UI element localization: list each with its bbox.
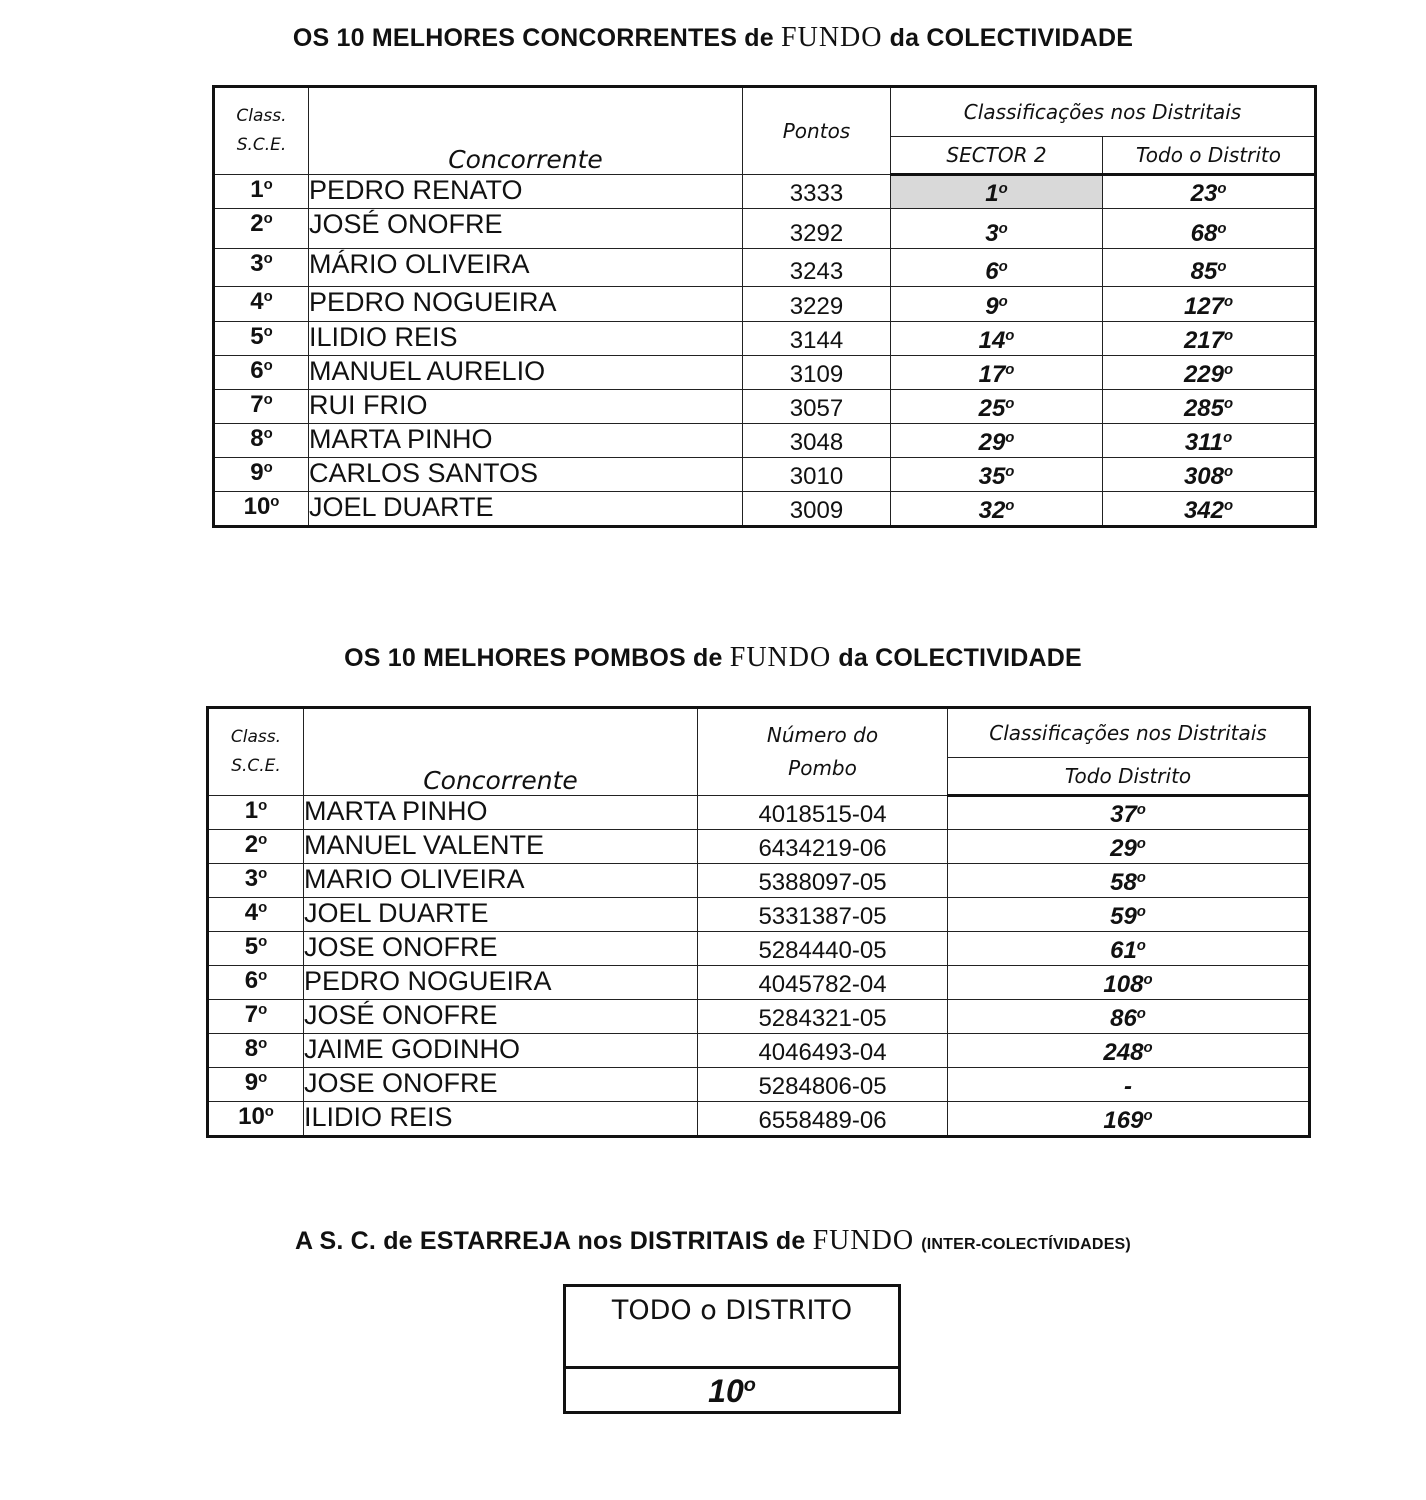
table-row [208,830,1310,864]
todo-distrito-cell: 217$^o$ [1103,322,1316,356]
todo-distrito-cell: 68$^o$ [1103,209,1316,249]
sector-cell: 17$^o$ [891,356,1103,390]
summary-label: TODO o DISTRITO [566,1287,898,1369]
table-row [208,864,1310,898]
name-cell: PEDRO RENATO [309,175,743,209]
numero-pombo-cell: 5388097-05 [698,864,948,898]
table-row [214,356,1316,390]
name-cell: ILIDIO REIS [309,322,743,356]
rank-cell: 10$^o$ [214,492,309,527]
table-row [208,1000,1310,1034]
numero-pombo-cell: 5284440-05 [698,932,948,966]
name-cell: RUI FRIO [309,390,743,424]
todo-distrito-cell: 342$^o$ [1103,492,1316,527]
title-fundo: FUNDO [812,1225,915,1256]
todo-distrito-cell: 285$^o$ [1103,390,1316,424]
pontos-cell: 3229 [743,287,891,322]
sector-cell: 1$^o$ [891,175,1103,209]
summary-value: 10$^o$ [708,1373,756,1409]
rank-cell: 1$^o$ [208,796,304,830]
pontos-cell: 3243 [743,249,891,287]
table-row [208,898,1310,932]
rank-cell: 7$^o$ [208,1000,304,1034]
table-row [214,492,1316,527]
name-cell: MÁRIO OLIVEIRA [309,249,743,287]
header-todo-distrito: Todo Distrito [948,758,1310,796]
name-cell: CARLOS SANTOS [309,458,743,492]
name-cell: MANUEL VALENTE [304,830,698,864]
rank-cell: 3$^o$ [208,864,304,898]
pontos-cell: 3010 [743,458,891,492]
title-text: A S. C. de ESTARREJA nos DISTRITAIS de [295,1227,813,1255]
name-cell: JOSÉ ONOFRE [304,1000,698,1034]
table-row [214,458,1316,492]
title-pombos [0,642,1426,674]
todo-distrito-cell: - [948,1068,1310,1102]
concorrentes-table [212,85,1317,528]
name-cell: JOEL DUARTE [309,492,743,527]
name-cell: MARTA PINHO [309,424,743,458]
table-row [214,390,1316,424]
title-text-end: da COLECTIVIDADE [831,644,1082,672]
sector-cell: 3$^o$ [891,209,1103,249]
header-pontos: Pontos [743,87,891,175]
title-fundo: FUNDO [729,642,832,673]
sector-cell: 25$^o$ [891,390,1103,424]
pontos-cell: 3009 [743,492,891,527]
name-cell: MARIO OLIVEIRA [304,864,698,898]
numero-pombo-cell: 5284321-05 [698,1000,948,1034]
title-text: OS 10 MELHORES POMBOS de [344,644,730,672]
rank-cell: 3$^o$ [214,249,309,287]
table-row [208,796,1310,830]
todo-distrito-cell: 58$^o$ [948,864,1310,898]
table-row [214,209,1316,249]
numero-pombo-cell: 4046493-04 [698,1034,948,1068]
numero-pombo-cell: 6434219-06 [698,830,948,864]
rank-cell: 7$^o$ [214,390,309,424]
header-numero-pombo: Número do Pombo [698,708,948,796]
todo-distrito-cell: 248$^o$ [948,1034,1310,1068]
numero-pombo-cell: 4018515-04 [698,796,948,830]
name-cell: JOSE ONOFRE [304,932,698,966]
pontos-cell: 3333 [743,175,891,209]
name-cell: MARTA PINHO [304,796,698,830]
header-concorrente: Concorrente [304,708,698,796]
title-small: (INTER-COLECTÍVIDADES) [921,1236,1131,1253]
todo-distrito-cell: 108$^o$ [948,966,1310,1000]
name-cell: PEDRO NOGUEIRA [309,287,743,322]
pontos-cell: 3048 [743,424,891,458]
todo-distrito-cell: 229$^o$ [1103,356,1316,390]
todo-distrito-cell: 311$^o$ [1103,424,1316,458]
todo-distrito-cell: 37$^o$ [948,796,1310,830]
rank-cell: 1$^o$ [214,175,309,209]
rank-cell: 8$^o$ [208,1034,304,1068]
table-row [214,424,1316,458]
table-row [214,287,1316,322]
numero-pombo-cell: 6558489-06 [698,1102,948,1137]
title-estarreja [0,1225,1426,1257]
rank-cell: 4$^o$ [208,898,304,932]
pombos-table [206,706,1311,1138]
numero-pombo-cell: 5284806-05 [698,1068,948,1102]
todo-distrito-cell: 308$^o$ [1103,458,1316,492]
numero-pombo-cell: 5331387-05 [698,898,948,932]
todo-distrito-cell: 86$^o$ [948,1000,1310,1034]
pontos-cell: 3292 [743,209,891,249]
table-row [208,1068,1310,1102]
rank-cell: 2$^o$ [214,209,309,249]
rank-cell: 8$^o$ [214,424,309,458]
header-class: Class. S.C.E. [208,708,304,796]
todo-distrito-cell: 29$^o$ [948,830,1310,864]
rank-cell: 9$^o$ [208,1068,304,1102]
todo-distrito-cell: 59$^o$ [948,898,1310,932]
todo-distrito-cell: 61$^o$ [948,932,1310,966]
name-cell: JOEL DUARTE [304,898,698,932]
pontos-cell: 3057 [743,390,891,424]
header-todo-distrito: Todo o Distrito [1103,137,1316,175]
todo-distrito-cell: 85$^o$ [1103,249,1316,287]
name-cell: JOSE ONOFRE [304,1068,698,1102]
name-cell: JOSÉ ONOFRE [309,209,743,249]
numero-pombo-cell: 4045782-04 [698,966,948,1000]
rank-cell: 4$^o$ [214,287,309,322]
table-row [208,932,1310,966]
name-cell: PEDRO NOGUEIRA [304,966,698,1000]
rank-cell: 9$^o$ [214,458,309,492]
sector-cell: 29$^o$ [891,424,1103,458]
table-row [208,1034,1310,1068]
summary-box [563,1284,901,1414]
name-cell: JAIME GODINHO [304,1034,698,1068]
table-row [214,175,1316,209]
todo-distrito-cell: 23$^o$ [1103,175,1316,209]
todo-distrito-cell: 127$^o$ [1103,287,1316,322]
rank-cell: 2$^o$ [208,830,304,864]
header-classificacoes: Classificações nos Distritais [948,708,1310,758]
header-sector: SECTOR 2 [891,137,1103,175]
pontos-cell: 3144 [743,322,891,356]
rank-cell: 5$^o$ [208,932,304,966]
header-classificacoes: Classificações nos Distritais [891,87,1316,137]
sector-cell: 14$^o$ [891,322,1103,356]
rank-cell: 5$^o$ [214,322,309,356]
sector-cell: 32$^o$ [891,492,1103,527]
name-cell: ILIDIO REIS [304,1102,698,1137]
title-text: OS 10 MELHORES CONCORRENTES de [292,24,782,52]
title-concorrentes [0,22,1426,54]
header-class: Class. S.C.E. [214,87,309,175]
title-fundo: FUNDO [781,22,883,53]
name-cell: MANUEL AURELIO [309,356,743,390]
table-row [208,1102,1310,1137]
todo-distrito-cell: 169$^o$ [948,1102,1310,1137]
table-row [214,249,1316,287]
title-text-end: da COLECTIVIDADE [882,24,1134,52]
sector-cell: 35$^o$ [891,458,1103,492]
sector-cell: 9$^o$ [891,287,1103,322]
table-row [208,966,1310,1000]
header-concorrente: Concorrente [309,87,743,175]
rank-cell: 10$^o$ [208,1102,304,1137]
pontos-cell: 3109 [743,356,891,390]
sector-cell: 6$^o$ [891,249,1103,287]
rank-cell: 6$^o$ [214,356,309,390]
table-row [214,322,1316,356]
rank-cell: 6$^o$ [208,966,304,1000]
